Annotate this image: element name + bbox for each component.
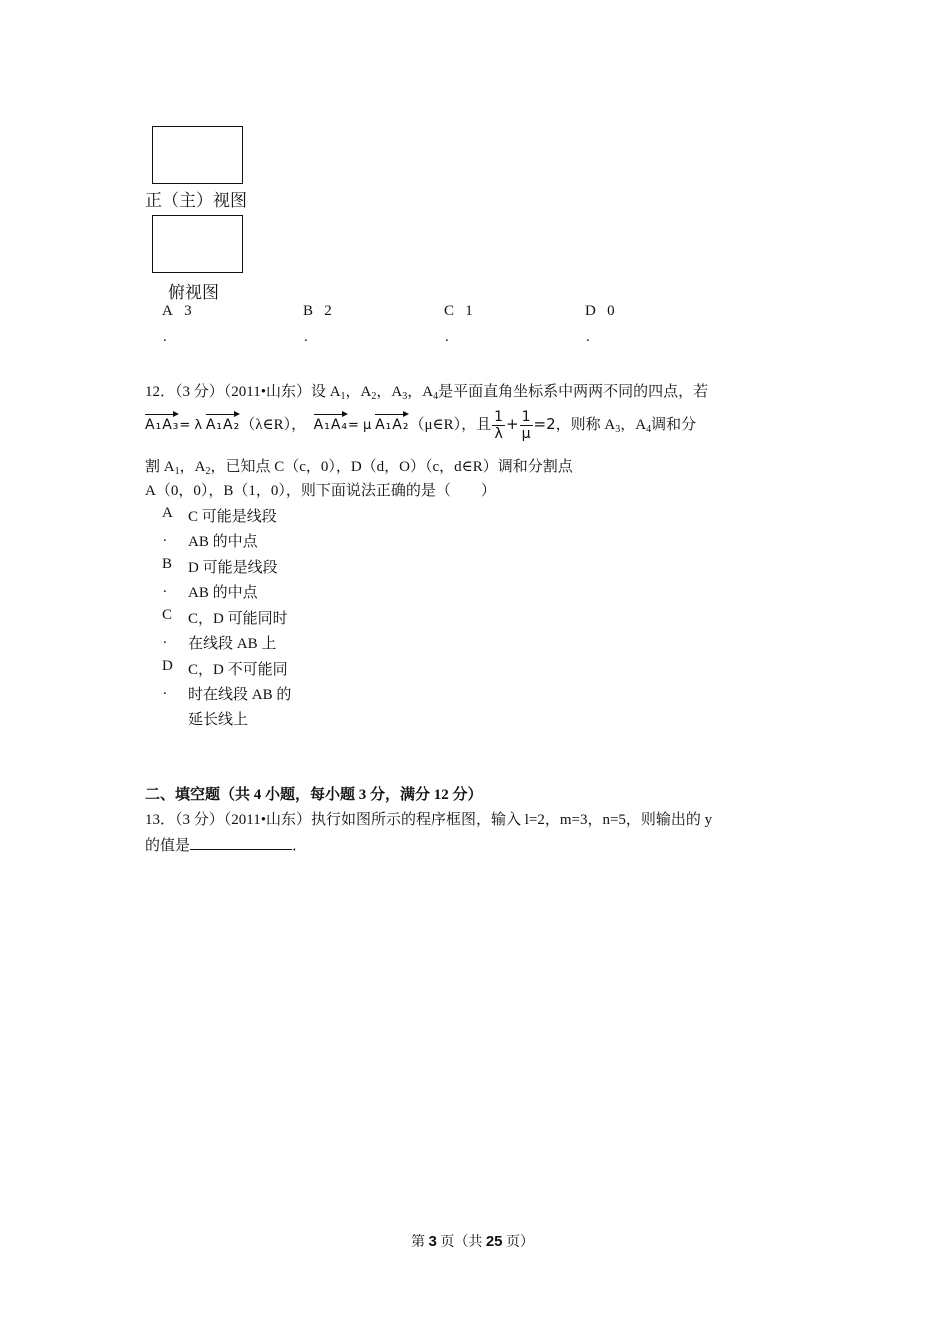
q12-option-b-line-1: D 可能是线段 bbox=[188, 560, 278, 576]
option-text: 1 bbox=[465, 303, 473, 319]
option-letter: D bbox=[585, 303, 596, 319]
top-view-rectangle bbox=[152, 215, 243, 273]
q12-option-c-dot: . bbox=[163, 631, 167, 647]
q12-option-d-line-3: 延长线上 bbox=[188, 712, 249, 728]
option-text: 2 bbox=[324, 303, 332, 319]
option-text: 3 bbox=[184, 303, 192, 319]
option-letter: B bbox=[303, 303, 314, 319]
q11-option-d bbox=[585, 303, 615, 320]
lambda-condition: （λ∈R）， bbox=[240, 416, 307, 433]
equals-mu: = μ bbox=[348, 417, 372, 433]
q11-option-b-dot: . bbox=[304, 329, 308, 345]
q12-line-3: 割 $A_1$，$A_2$，已知点 C（c，0），D（d，O）（c，d∈R）调和分割点 bbox=[145, 459, 573, 477]
option-letter: C bbox=[444, 303, 455, 319]
fraction-one-over-lambda: $\frac{1}{\lambda}$ bbox=[494, 409, 504, 442]
q12-line-1: 12．（3 分）（2011•山东）设 $A_1$，$A_2$，$A_3$，$A_4$是平面直角坐标系中两两不同的四点，若 bbox=[145, 384, 709, 402]
q12-option-d-line-1: C，D 不可能同 bbox=[188, 662, 288, 678]
q12-option-c-letter: C bbox=[162, 607, 173, 623]
q12-option-b-dot: . bbox=[163, 580, 167, 596]
answer-blank bbox=[190, 835, 292, 850]
q11-option-b bbox=[303, 303, 332, 320]
q12-option-a-dot: . bbox=[163, 529, 167, 545]
equals-lambda: = λ bbox=[179, 417, 203, 433]
q12-option-a-line-2: AB 的中点 bbox=[188, 534, 258, 550]
total-pages: 25 bbox=[485, 1233, 503, 1250]
q13-line-2: 的值是 ． bbox=[145, 834, 307, 855]
q13-line-1: 13．（3 分）（2011•山东）执行如图所示的程序框图，输入 l=2，m=3，n=5，则输出的 y bbox=[145, 812, 713, 828]
page-footer: 第 3 页（共 25 页） bbox=[411, 1233, 535, 1250]
q12-option-c-line-2: 在线段 AB 上 bbox=[188, 636, 277, 652]
q12-line-4: A（0，0），B（1，0），则下面说法正确的是（ ） bbox=[145, 483, 496, 499]
q11-option-a-dot: . bbox=[163, 329, 167, 345]
vector-a1a2: A₁A₂ bbox=[205, 416, 241, 433]
option-letter: A bbox=[162, 303, 173, 319]
vector-a1a2-second: A₁A₂ bbox=[375, 416, 410, 433]
q11-option-c-dot: . bbox=[445, 329, 449, 345]
front-view-label: 正（主）视图 bbox=[145, 191, 247, 211]
q12-option-d-dot: . bbox=[163, 682, 167, 698]
q12-option-b-line-2: AB 的中点 bbox=[188, 585, 258, 601]
q12-option-d-line-2: 时在线段 AB 的 bbox=[188, 687, 292, 703]
section-heading: 二、填空题（共 4 小题，每小题 3 分，满分 12 分） bbox=[145, 787, 483, 803]
q12-option-d-letter: D bbox=[162, 658, 173, 674]
top-view-label: 俯视图 bbox=[168, 283, 219, 303]
mu-condition: （μ∈R），且 bbox=[409, 416, 492, 433]
vector-a1a4: A₁A₄ bbox=[313, 416, 349, 433]
front-view-rectangle bbox=[152, 126, 243, 184]
fraction-one-over-mu: $\frac{1}{\mu}$ bbox=[521, 409, 531, 442]
q12-option-b-letter: B bbox=[162, 556, 173, 572]
q12-option-a-line-1: C 可能是线段 bbox=[188, 509, 277, 525]
vector-a1a3: A₁A₃ bbox=[145, 416, 180, 433]
q11-option-d-dot: . bbox=[586, 329, 590, 345]
q12-line-2: A₁A₃= λ A₁A₂（λ∈R）， A₁A₄= μ A₁A₂（μ∈R），且 $\frac{1}{\lambda}$ + $\frac{1}{\mu}$ =2，则称 $A_3$，$A_4$调和分 bbox=[145, 409, 697, 442]
q12-option-c-line-1: C，D 可能同时 bbox=[188, 611, 288, 627]
option-text: 0 bbox=[607, 303, 615, 319]
q11-option-a bbox=[162, 303, 192, 320]
q12-option-a-letter: A bbox=[162, 505, 173, 521]
q11-option-c bbox=[444, 303, 473, 320]
page-number: 3 bbox=[428, 1233, 437, 1250]
